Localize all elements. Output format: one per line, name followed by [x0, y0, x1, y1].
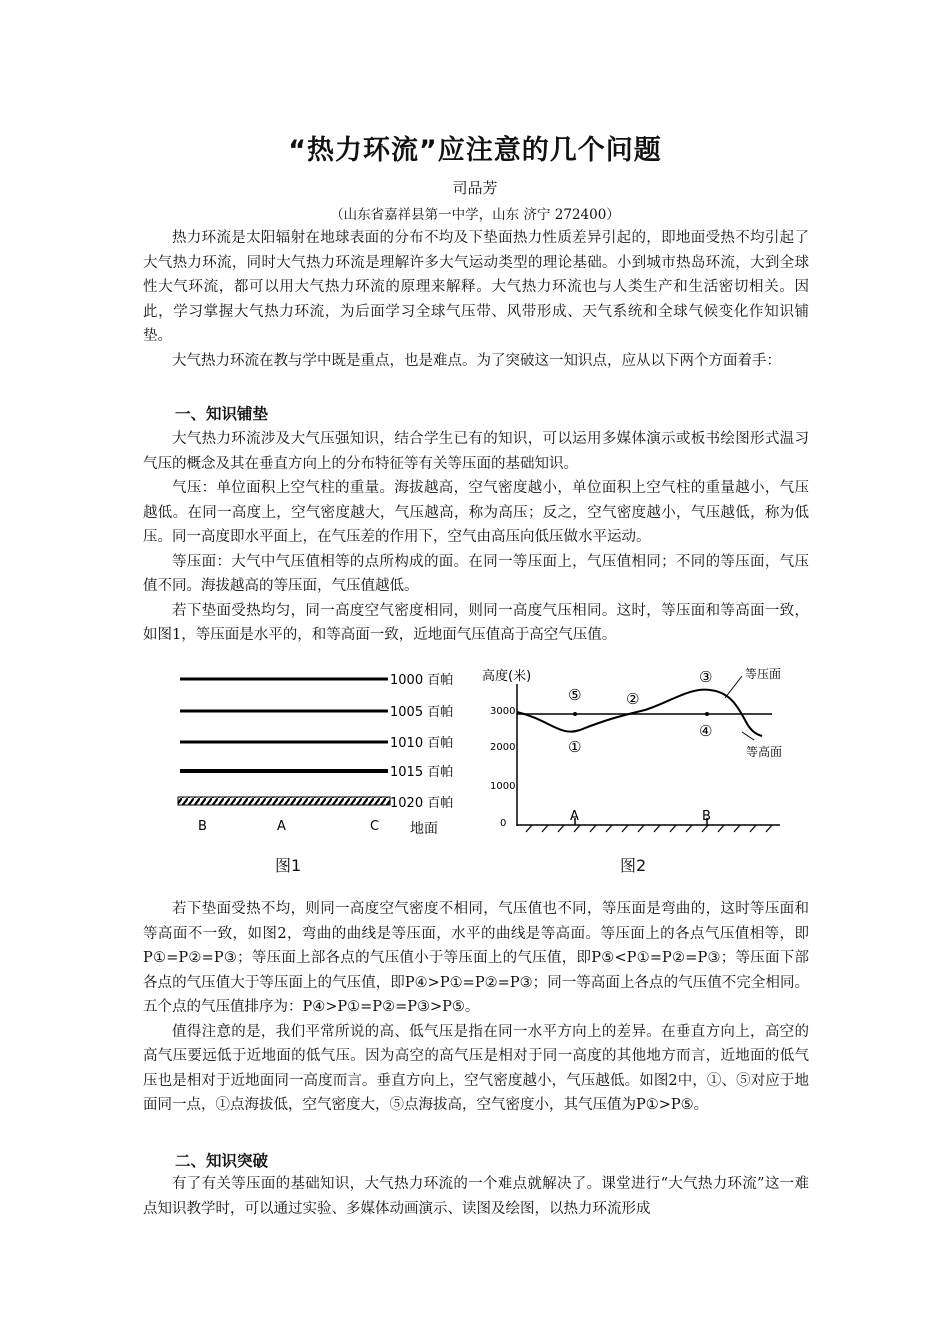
leader-line: [742, 732, 754, 740]
y-tick-label: 2000: [490, 742, 516, 753]
paragraph: 等压面：大气中气压值相等的点所构成的面。在同一等压面上，气压值相同；不同的等压面，气压值不同。海拔越高的等压面，气压值越低。: [143, 553, 809, 594]
point-2-label: ②: [626, 690, 640, 708]
paragraph: 值得注意的是，我们平常所说的高、低气压是指在同一水平方向上的差异。在垂直方向上，高空的高气压要远低于近地面的低气压。因为高空的高气压是相对于同一高度的其他地方而言，近地面的低气压也是相对于近地面同一高度而言。垂直方向上，空气密度越小，气压越低。如图2中，①、⑤对应于地面同一点，①点海拔低，空气密度大，⑤点海拔高，空气密度小，其气压值为P①>P⑤。: [143, 1023, 809, 1113]
ground-label: 地面: [410, 821, 438, 837]
figure-discussion: [143, 897, 809, 1118]
isobar-label: 1005 百帕: [390, 705, 454, 720]
y-axis-label: 高度(米): [482, 669, 532, 684]
point-marker: [705, 712, 709, 716]
point-label: B: [198, 819, 207, 834]
section-heading-1: 一、知识铺垫: [175, 405, 269, 423]
figure-2-caption: 图2: [620, 856, 647, 875]
figure-1-caption: 图1: [275, 856, 302, 875]
point-3-label: ③: [699, 668, 713, 686]
isobar-label: 1010 百帕: [390, 736, 454, 751]
point-label: C: [370, 819, 380, 834]
paragraph: 大气热力环流涉及大气压强知识，结合学生已有的知识，可以运用多媒体演示或板书绘图形式温习气压的概念及其在垂直方向上的分布特征等有关等压面的基础知识。: [143, 431, 809, 472]
isobar-label: 等压面: [745, 667, 782, 681]
section-heading-2: 二、知识突破: [175, 1152, 269, 1170]
ground-point-label: B: [702, 809, 711, 824]
isobar-curve: [517, 690, 762, 736]
isobar-label: 1015 百帕: [390, 765, 454, 780]
paragraph: 大气热力环流在教与学中既是重点，也是难点。为了突破这一知识点，应从以下两个方面着手：: [172, 352, 781, 369]
ground-point-label: A: [570, 809, 579, 824]
point-1-label: ①: [568, 738, 582, 756]
leader-line: [725, 676, 742, 698]
section1-body: [143, 427, 809, 648]
author: 司品芳: [452, 179, 498, 197]
paragraph: 有了有关等压面的基础知识，大气热力环流的一个难点就解决了。课堂进行“大气热力环流”这一难点知识教学时，可以通过实验、多媒体动画演示、读图及绘图，以热力环流形成: [143, 1176, 809, 1217]
isobar-label: 1020 百帕: [390, 796, 454, 811]
isoheight-label: 等高面: [746, 745, 783, 759]
paragraph: 若下垫面受热均匀，同一高度空气密度相同，则同一高度气压相同。这时，等压面和等高面一致，如图1，等压面是水平的，和等高面一致，近地面气压值高于高空气压值。: [143, 602, 809, 643]
y-tick-label: 3000: [490, 706, 516, 717]
ground-hatch: [526, 825, 772, 832]
figure-2: [480, 662, 800, 842]
y-tick-label: 0: [500, 818, 507, 829]
paragraph: 若下垫面受热不均，则同一高度空气密度不相同，气压值也不同，等压面是弯曲的，这时等压面和等高面不一致，如图2，弯曲的曲线是等压面，水平的曲线是等高面。等压面上的各点气压值相等，即P①=P②=P③；等压面上部各点的气压值小于等压面上的气压值，即P⑤<P①=P②=P③；等压面下部各点的气压值大于等压面上的气压值，即P④>P①=P②=P③；同一等高面上各点的气压值不完全相同。五个点的气压值排序为：P④>P①=P②=P③>P⑤。: [143, 901, 809, 1015]
ground-hatch: [178, 797, 390, 805]
section2-body: [143, 1172, 809, 1221]
paragraph: 热力环流是太阳辐射在地球表面的分布不均及下垫面热力性质差异引起的，即地面受热不均引起了大气热力环流，同时大气热力环流是理解许多大气运动类型的理论基础。小到城市热岛环流，大到全球性大气环流，都可以用大气热力环流的原理来解释。大气热力环流也与人类生产和生活密切相关。因此，学习掌握大气热力环流，为后面学习全球气压带、风带形成、天气系统和全球气候变化作知识铺垫。: [143, 230, 809, 344]
y-tick-label: 1000: [490, 781, 516, 792]
point-label: A: [277, 819, 286, 834]
intro-section: [143, 226, 809, 373]
article-title: “热力环流”应注意的几个问题: [288, 135, 662, 166]
point-5-label: ⑤: [568, 686, 582, 704]
affiliation: （山东省嘉祥县第一中学，山东 济宁 272400）: [330, 207, 620, 223]
figure-1: [170, 662, 470, 842]
paragraph: 气压：单位面积上空气柱的重量。海拔越高，空气密度越小，单位面积上空气柱的重量越小，气压越低。在同一高度上，空气密度越大，气压越高，称为高压；反之，空气密度越小，气压越低，称为低压。同一高度即水平面上，在气压差的作用下，空气由高压向低压做水平运动。: [143, 480, 809, 545]
point-4-label: ④: [699, 722, 713, 740]
isobar-label: 1000 百帕: [390, 673, 454, 688]
point-marker: [573, 712, 577, 716]
